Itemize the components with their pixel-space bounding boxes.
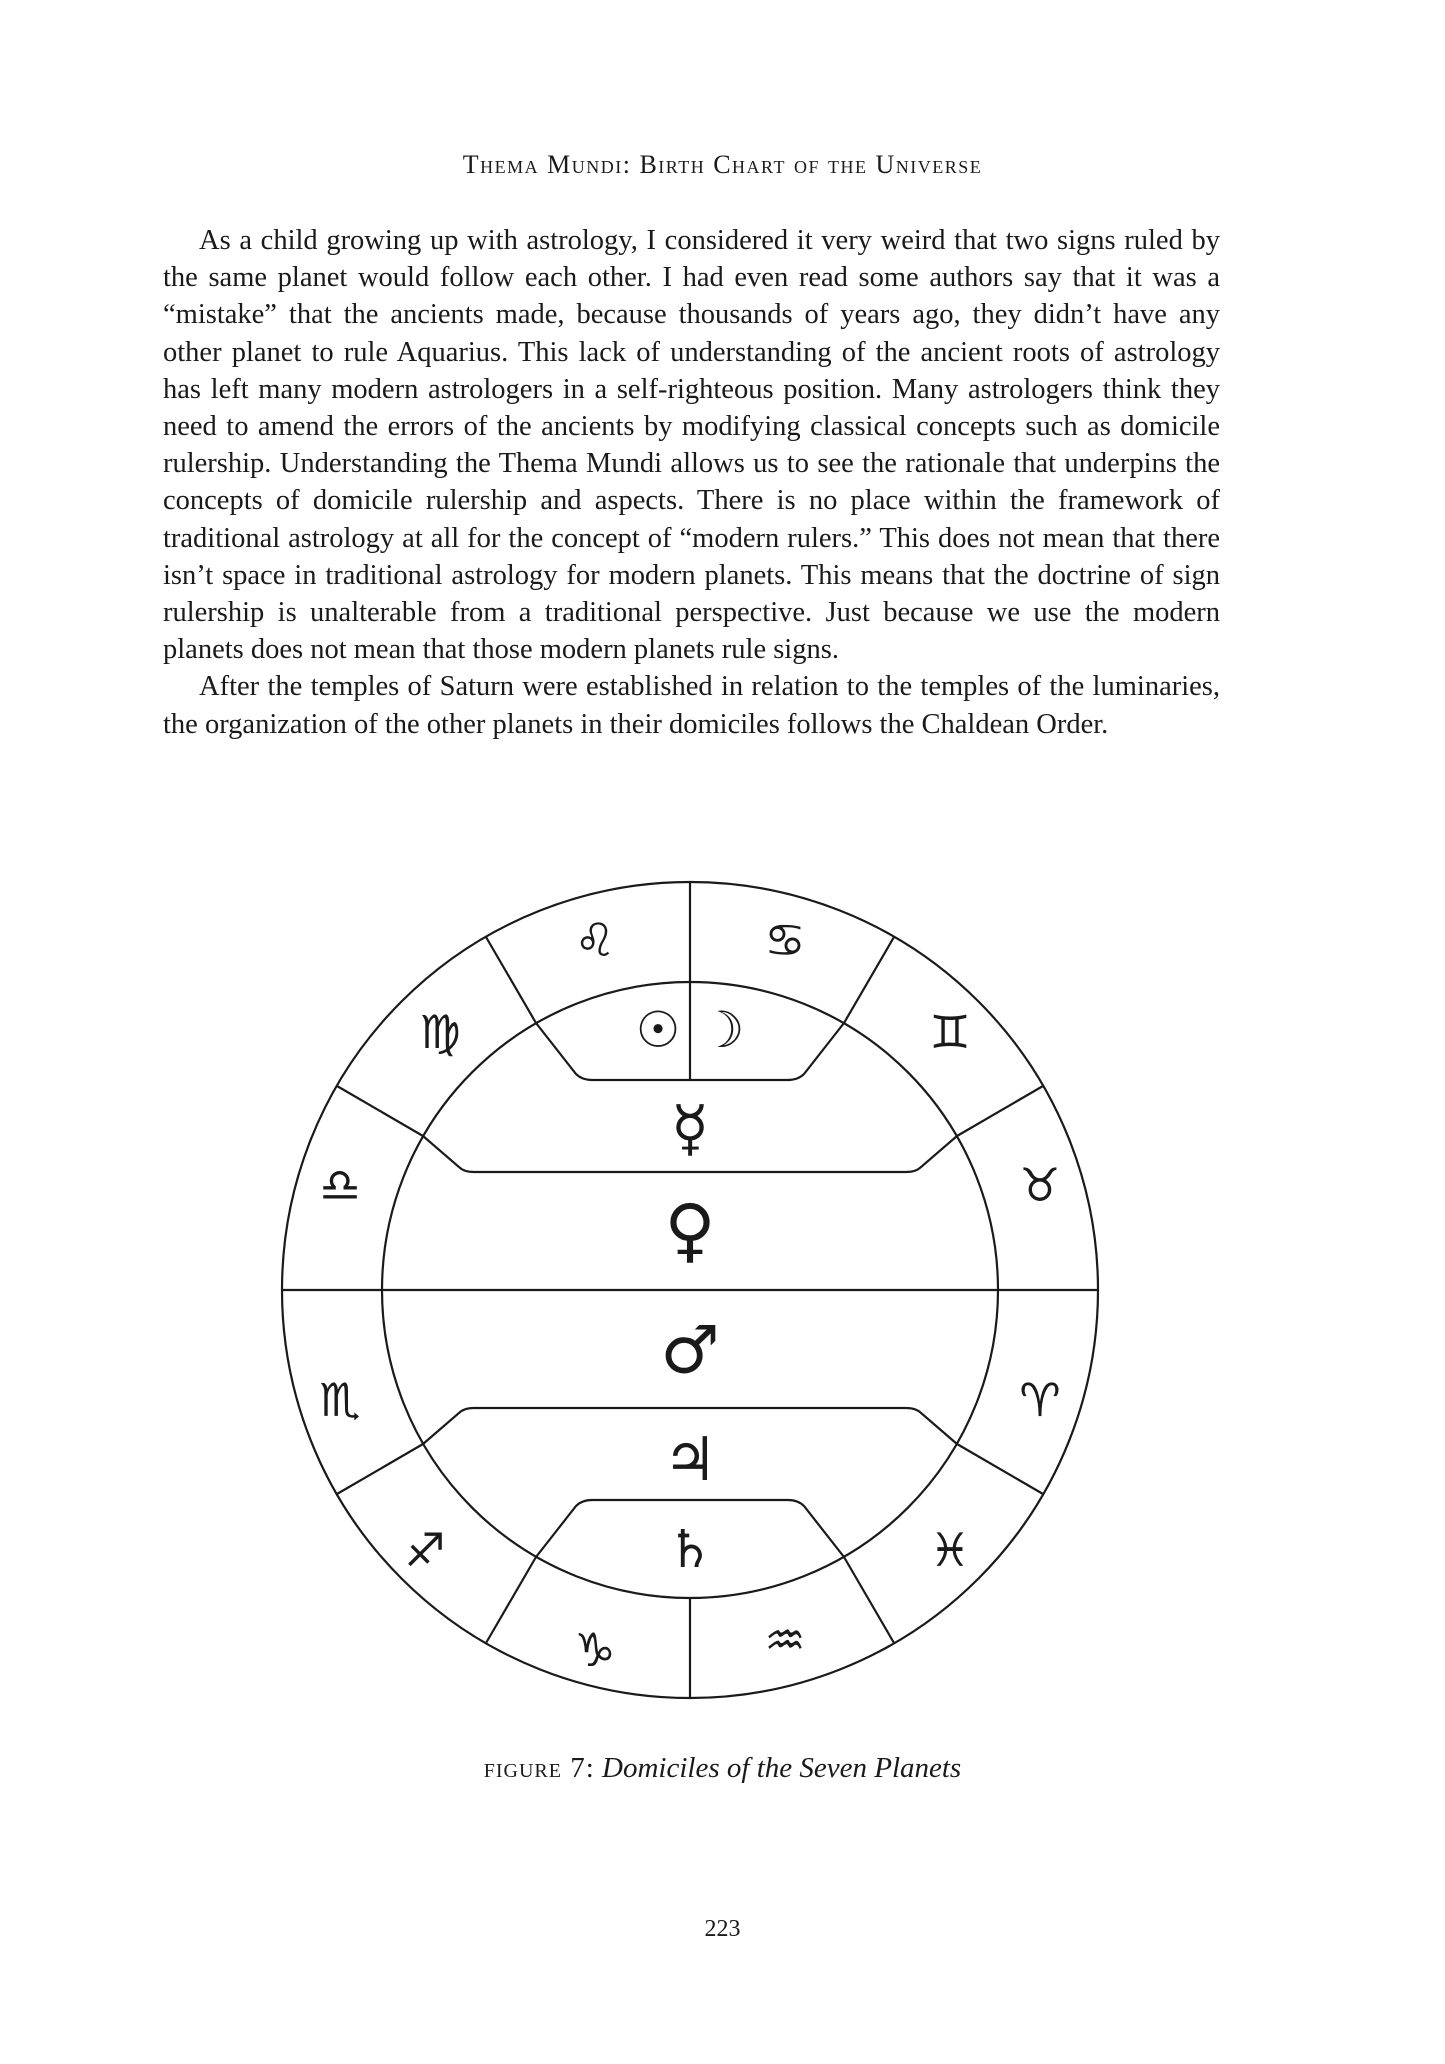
jupiter-icon: ♃ xyxy=(663,1425,717,1495)
taurus-icon: ♉ xyxy=(1019,1158,1061,1212)
saturn-icon: ♄ xyxy=(666,1520,714,1580)
running-header: Thema Mundi: Birth Chart of the Universe xyxy=(462,150,983,179)
caption-label: figure 7: xyxy=(483,1752,595,1784)
page-number: 223 xyxy=(704,1916,741,1942)
domiciles-wheel xyxy=(260,860,1120,1720)
sign-divider xyxy=(844,1557,894,1643)
gemini-icon: ♊ xyxy=(929,1005,971,1059)
aquarius-icon: ♒ xyxy=(764,1613,806,1667)
capricorn-icon: ♑ xyxy=(574,1623,616,1677)
pisces-icon: ♓ xyxy=(929,1523,971,1577)
mercury-icon: ☿ xyxy=(670,1091,710,1165)
caption-title: Domiciles of the Seven Planets xyxy=(602,1752,962,1784)
virgo-icon: ♍ xyxy=(419,1005,461,1059)
sign-divider xyxy=(337,1086,423,1136)
sign-divider xyxy=(337,1444,423,1494)
sign-divider xyxy=(844,937,894,1023)
cancer-icon: ♋ xyxy=(764,913,806,967)
body-text xyxy=(163,222,1220,743)
aries-icon: ♈ xyxy=(1019,1373,1061,1427)
sign-divider xyxy=(957,1086,1043,1136)
sagittarius-icon: ♐ xyxy=(404,1523,446,1577)
figure-caption xyxy=(0,1752,1445,1785)
sun-icon: ☉ xyxy=(635,1001,681,1059)
paragraph: As a child growing up with astrology, I considered it very weird that two signs ruled by the same planet would follow each other. I had even read some authors say that it was a “mistake” that the ancients made, because thousands of years ago, they didn’t have any other planet to rule Aquarius. This lack of understanding of the ancient roots of astrology has left many modern astrologers in a self-righteous position. Many astrologers think they need to amend the errors of the ancients by modifying classical concepts such as domicile rulership. Understanding the Thema Mundi allows us to see the rationale that underpins the concepts of domicile rulership and aspects. There is no place within the framework of traditional astrology at all for the concept of “modern rulers.” This does not mean that there isn’t space in traditional astrology for modern planets. This means that the doctrine of sign rulership is unalterable from a traditional perspective. Just because we use the modern planets does not mean that those modern planets rule signs. xyxy=(163,225,1220,666)
sign-divider xyxy=(486,937,536,1023)
sign-divider xyxy=(486,1557,536,1643)
leo-icon: ♌ xyxy=(574,913,616,967)
scorpio-icon: ♏ xyxy=(319,1373,361,1427)
moon-icon: ☽ xyxy=(699,1001,745,1059)
sign-divider xyxy=(957,1444,1043,1494)
venus-icon: ♀ xyxy=(664,1189,716,1271)
mars-icon: ♂ xyxy=(660,1311,720,1389)
domiciles-diagram xyxy=(260,860,1120,1720)
libra-icon: ♎ xyxy=(319,1158,361,1212)
paragraph: After the temples of Saturn were established in relation to the temples of the luminaries, the organization of the other planets in their domiciles follows the Chaldean Order. xyxy=(163,671,1220,740)
